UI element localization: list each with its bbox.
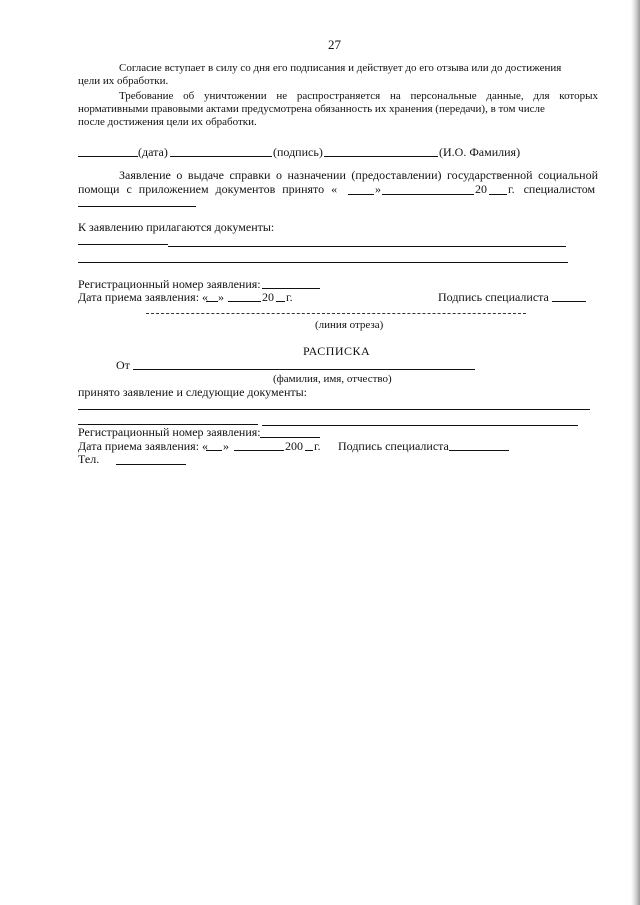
receipt-reception-day-blank	[206, 450, 222, 451]
cut-line-caption: (линия отреза)	[315, 319, 384, 331]
registration-number-label: Регистрационный номер заявления:	[78, 277, 261, 291]
receipt-registration-number-blank	[260, 437, 320, 438]
attachments-line-1c	[498, 246, 566, 247]
statement-line-2-year: 20	[475, 182, 487, 196]
date-caption: (дата)	[138, 145, 168, 159]
destruction-paragraph-line-1: Требование об уничтожении не распространяется на персональные данные, для которых	[119, 90, 598, 102]
registration-number-blank	[262, 288, 320, 289]
receipt-registration-number-label: Регистрационный номер заявления:	[78, 425, 261, 439]
specialist-name-blank	[78, 206, 196, 207]
statement-line-2-part-4: г. специалистом	[508, 182, 596, 196]
attachments-label: К заявлению прилагаются документы:	[78, 220, 275, 234]
statement-line-2-part-2: »	[375, 182, 381, 196]
statement-year-blank	[489, 194, 507, 195]
receipt-reception-year-suffix: г.	[314, 439, 321, 453]
reception-day-blank	[206, 301, 218, 302]
receipt-documents-line-1	[78, 409, 590, 410]
receipt-reception-month-blank	[234, 450, 284, 451]
consent-paragraph-line-1: Согласие вступает в силу со дня его подписания и действует до его отзыва или до достижения	[119, 62, 562, 74]
receipt-from-label: От	[116, 358, 130, 372]
receipt-accepted-text: принято заявление и следующие документы:	[78, 385, 308, 399]
reception-year-suffix: г.	[286, 290, 293, 304]
receipt-reception-date-label: Дата приема заявления: «	[78, 439, 209, 453]
receipt-title: РАСПИСКА	[303, 344, 371, 358]
reception-month-blank	[228, 301, 261, 302]
destruction-paragraph-line-3: после достижения цели их обработки.	[78, 116, 257, 128]
receipt-reception-year-blank	[305, 450, 313, 451]
receipt-name-blank	[133, 369, 475, 370]
signature-underline-blank	[170, 156, 272, 157]
specialist-signature-blank	[552, 301, 586, 302]
signature-caption: (подпись)	[273, 145, 323, 159]
receipt-reception-date-quote-close: »	[223, 439, 229, 453]
consent-paragraph-line-2: цели их обработки.	[78, 75, 169, 87]
name-underline-blank	[324, 156, 438, 157]
attachments-line-1b	[168, 246, 498, 247]
specialist-signature-label: Подпись специалиста	[438, 290, 549, 304]
receipt-specialist-signature-label: Подпись специалиста	[338, 439, 449, 453]
receipt-documents-line-2b	[262, 425, 578, 426]
reception-date-label: Дата приема заявления: «	[78, 290, 209, 304]
reception-date-quote-close: »	[218, 290, 224, 304]
page-number: 27	[328, 37, 341, 52]
receipt-phone-label: Тел.	[78, 452, 100, 466]
statement-day-blank	[348, 194, 374, 195]
attachments-line-2	[78, 262, 568, 263]
reception-year-blank	[276, 301, 285, 302]
statement-line-2-part-1: помощи с приложением документов принято «	[78, 182, 338, 196]
receipt-phone-blank	[116, 464, 186, 465]
name-caption: (И.О. Фамилия)	[439, 145, 521, 159]
attachments-line-1a	[78, 244, 168, 245]
reception-year-prefix: 20	[262, 290, 274, 304]
statement-month-blank	[382, 194, 474, 195]
date-underline-blank	[78, 156, 138, 157]
receipt-specialist-signature-blank	[449, 450, 509, 451]
destruction-paragraph-line-2: нормативными правовыми актами предусмотрена обязанность их хранения (передачи), в том числе	[78, 103, 545, 115]
page-edge-shadow	[631, 0, 640, 905]
receipt-reception-year-prefix: 200	[285, 439, 303, 453]
statement-line-1: Заявление о выдаче справки о назначении (предоставлении) государственной социальной	[119, 168, 598, 182]
cut-line	[146, 313, 526, 314]
receipt-name-hint: (фамилия, имя, отчество)	[273, 373, 392, 385]
